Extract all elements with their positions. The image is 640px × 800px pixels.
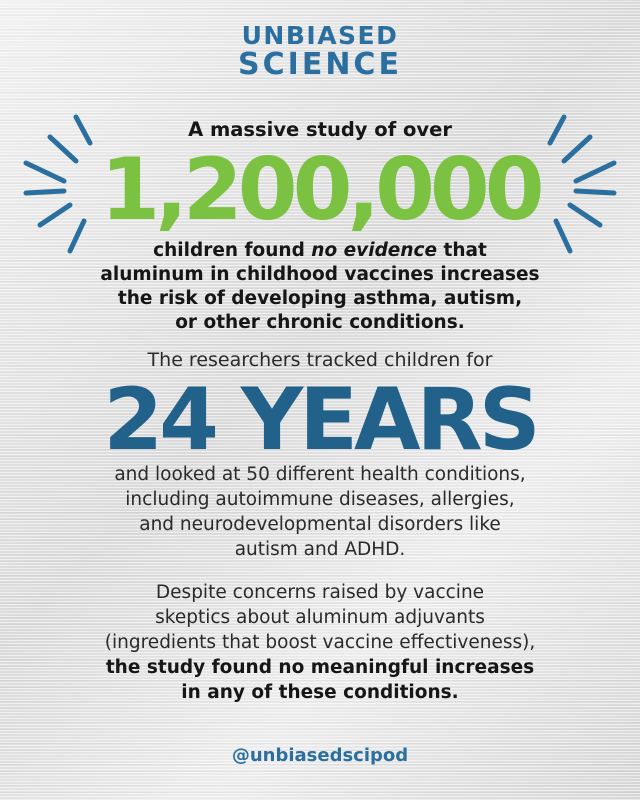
headline-body [0,239,640,335]
intro-text: A massive study of over [188,118,452,141]
logo-text-science: SCIENCE [238,47,402,82]
body-prefix: children found [153,240,312,261]
conclusion-bold-line-2: in any of these conditions. [181,682,459,703]
big-text-24-years: 24 YEARS [103,370,537,470]
conclusion-line-3: (ingredients that boost vaccine effectiveness), [104,632,536,653]
conclusion-line-1: Despite concerns raised by vaccine [155,582,485,603]
duration-line-2: including autoimmune diseases, allergies, [125,489,515,510]
duration-line-1: and looked at 50 different health conditions, [114,464,526,485]
body-line-4: or other chronic conditions. [175,312,465,333]
body-line-1: that [437,240,487,261]
duration-line-4: autism and ADHD. [234,539,406,560]
conclusion-bold-line-1: the study found no meaningful increases [105,657,535,678]
body-emphasis: no evidence [311,240,438,261]
body-line-3: the risk of developing asthma, autism, [117,288,523,309]
duration-body [0,462,640,562]
body-line-2: aluminum in childhood vaccines increases [100,264,540,285]
big-number-1200000: 1,200,000 [100,140,540,240]
logo-text-unbiased: UNBIASED [241,21,399,50]
duration-lead: The researchers tracked children for [147,349,493,371]
conclusion-body [0,580,640,705]
conclusion-line-2: skeptics about aluminum adjuvants [155,607,485,628]
duration-line-3: and neurodevelopmental disorders like [139,514,501,535]
social-handle: @unbiasedscipod [231,745,409,766]
